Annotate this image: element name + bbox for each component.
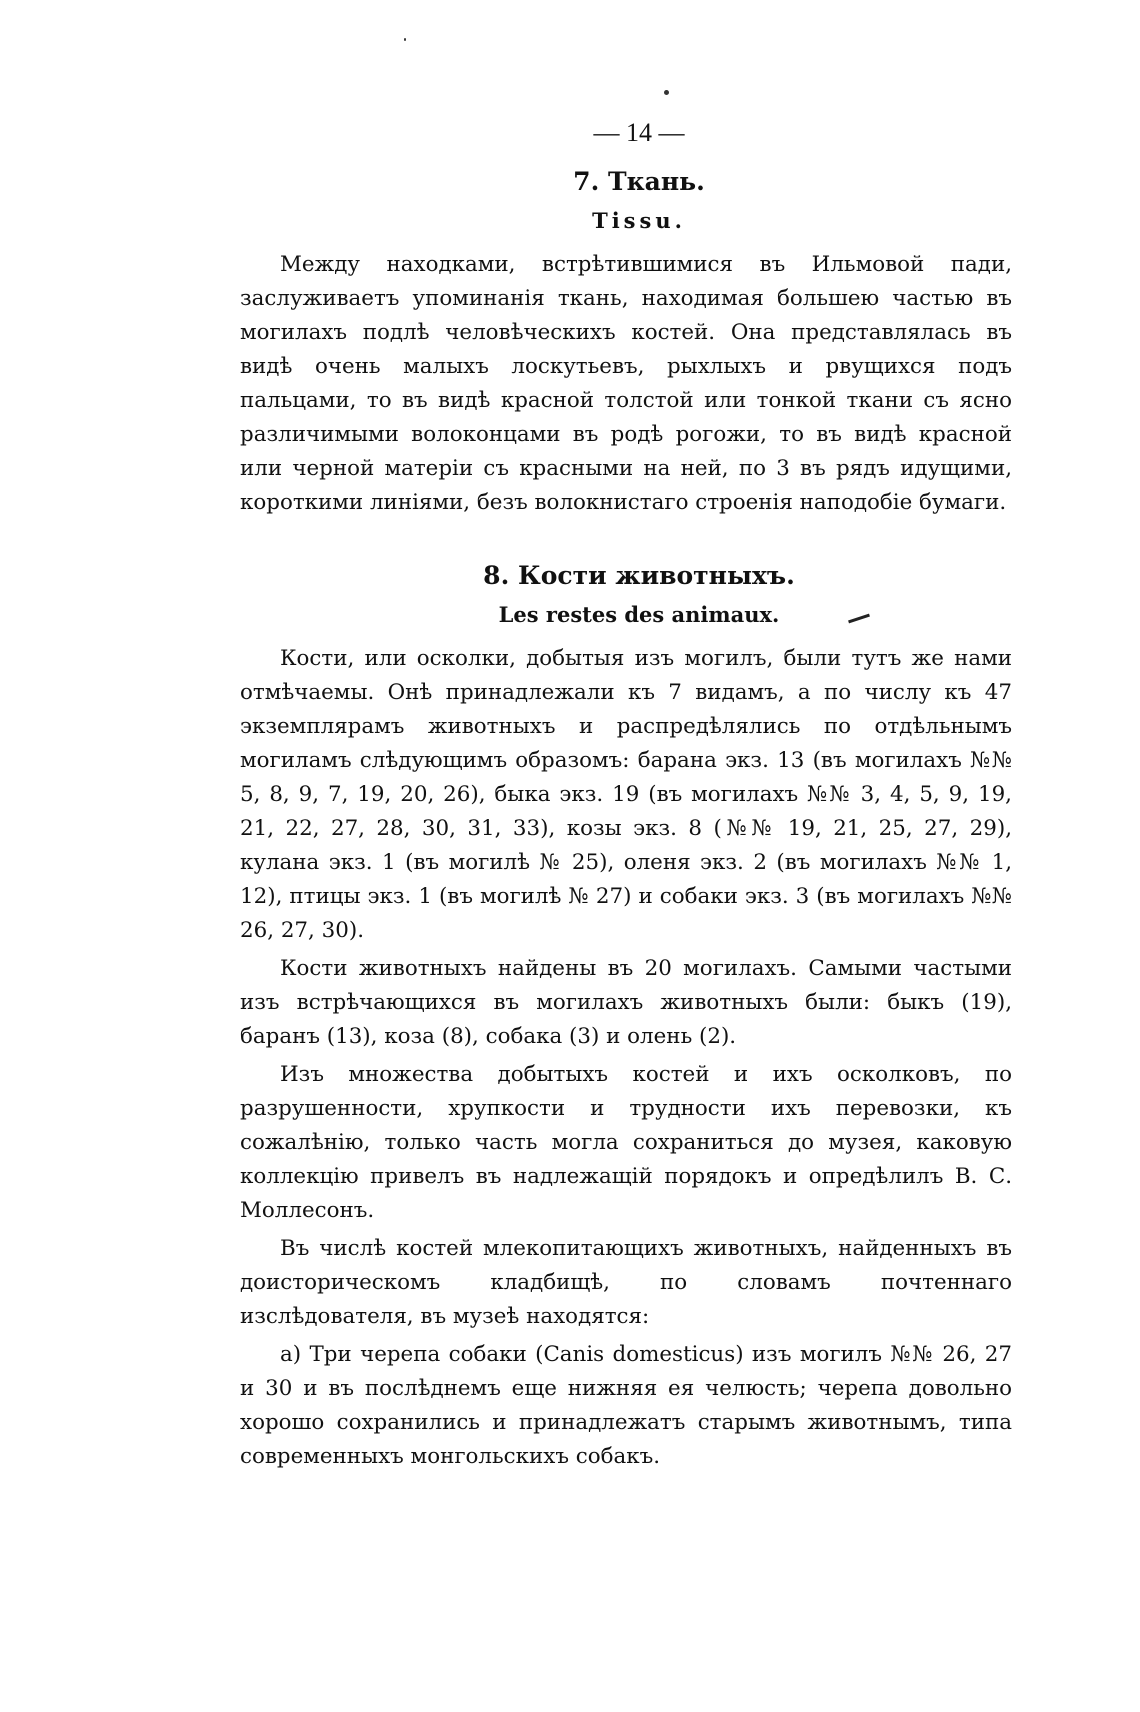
paragraph: Изъ множества добытыхъ костей и ихъ осколковъ, по разрушенности, хрупкости и трудности ихъ перевозки, къ сожалѣнію, только часть могла сохраниться до музея, каковую коллекцію привелъ въ надлежащій порядокъ и опредѣлилъ В. С. Моллесонъ. — [240, 1062, 1012, 1223]
section-animal-bones — [240, 556, 1012, 1474]
scan-speck — [404, 38, 406, 41]
paragraph: а) Три черепа собаки (Canis domesticus) изъ могилъ №№ 26, 27 и 30 и въ послѣднемъ еще нижняя ея челюсть; черепа довольно хорошо сохранились и принадлежатъ старымъ животнымъ, типа современныхъ монгольскихъ собакъ. — [240, 1342, 1012, 1469]
paragraph: Кости, или осколки, добытыя изъ могилъ, были тутъ же нами отмѣчаемы. Онѣ принадлежали къ 7 видамъ, а по числу къ 47 экземплярамъ животныхъ и распредѣлялись по отдѣльнымъ могиламъ слѣдующимъ образомъ: барана экз. 13 (въ могилахъ №№ 5, 8, 9, 7, 19, 20, 26), быка экз. 19 (въ могилахъ №№ 3, 4, 5, 9, 19, 21, 22, 27, 28, 30, 31, 33), козы экз. 8 (№№ 19, 21, 25, 27, 29), кулана экз. 1 (въ могилѣ № 25), оленя экз. 2 (въ могилахъ №№ 1, 12), птицы экз. 1 (въ могилѣ № 27) и собаки экз. 3 (въ могилахъ №№ 26, 27, 30). — [240, 646, 1012, 943]
scan-speck — [664, 90, 669, 95]
section-subtitle: Tissu. — [592, 208, 686, 233]
section-subtitle: Les restes des animaux. — [498, 602, 780, 627]
paragraph: Между находками, встрѣтившимися въ Ильмовой пади, заслуживаетъ упоминанія ткань, находимая большею частью въ могилахъ подлѣ человѣческихъ костей. Она представлялась въ видѣ очень малыхъ лоскутьевъ, рыхлыхъ и рвущихся подъ пальцами, то въ видѣ красной толстой или тонкой ткани съ ясно различимыми волоконцами въ родѣ рогожи, то въ видѣ красной или черной матеріи съ красными на ней, по 3 въ рядъ идущими, короткими линіями, безъ волокнистаго строенія наподобіе бумаги. — [240, 252, 1012, 515]
page-number: — 14 — — [593, 118, 685, 147]
paragraph: Въ числѣ костей млекопитающихъ животныхъ, найденныхъ въ доисторическомъ кладбищѣ, по словамъ почтеннаго изслѣдователя, въ музеѣ находятся: — [240, 1236, 1012, 1329]
paragraph: Кости животныхъ найдены въ 20 могилахъ. Самыми частыми изъ встрѣчающихся въ могилахъ животныхъ были: быкъ (19), баранъ (13), коза (8), собака (3) и олень (2). — [240, 956, 1012, 1049]
section-tissue — [240, 162, 1012, 520]
section-title: 8. Кости животныхъ. — [483, 561, 795, 590]
text-column — [240, 112, 1012, 1474]
section-title: 7. Ткань. — [573, 167, 705, 196]
